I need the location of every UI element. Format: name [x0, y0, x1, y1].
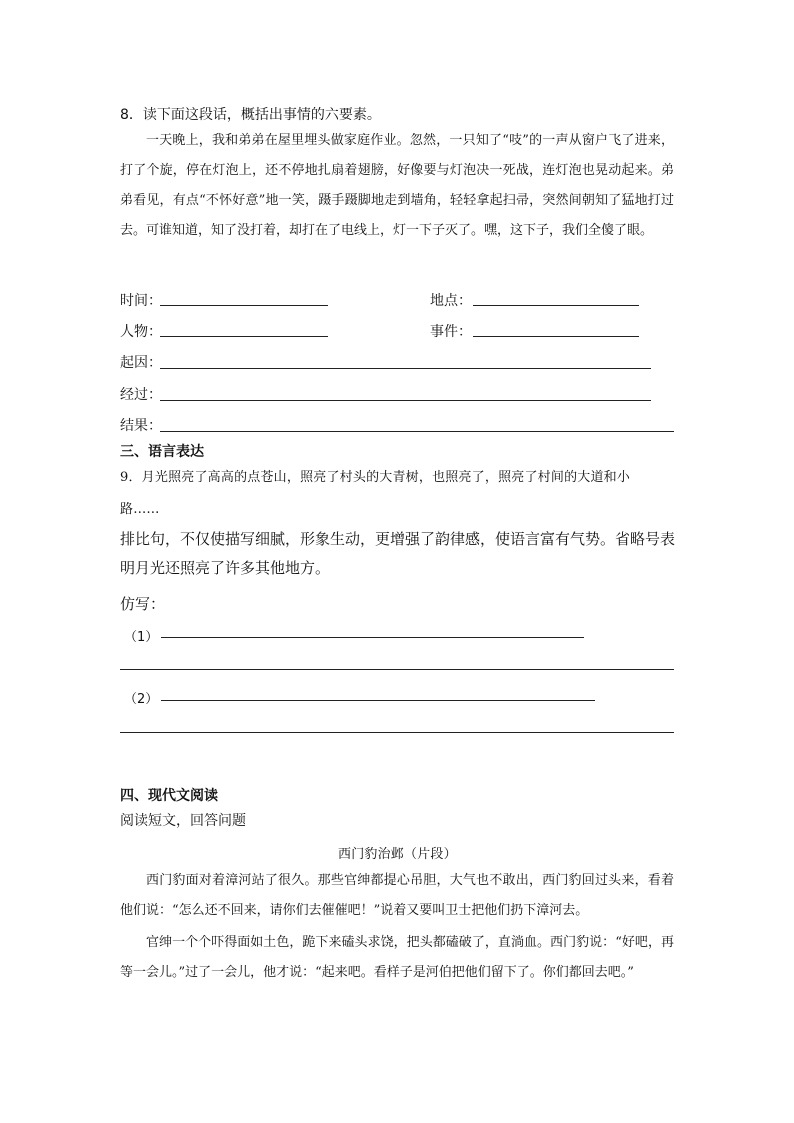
answer-line-process[interactable] — [160, 400, 651, 401]
analysis-text: 排比句，不仅使描写细腻，形象生动，更增强了韵律感，使语言富有气势。省略号表明月光还照亮了许多其他地方。 — [120, 530, 676, 577]
imitate-line-1b[interactable] — [120, 669, 674, 670]
item-1-label: （1） — [124, 630, 159, 645]
answer-line-event[interactable] — [473, 336, 639, 337]
question-9-line-2: 路…… — [120, 502, 160, 517]
imitate-label: 仿写： — [120, 595, 166, 613]
question-8-title: 8．读下面这段话，概括出事情的六要素。 — [120, 107, 381, 123]
label-place: 地点： — [430, 293, 472, 309]
answer-line-people[interactable] — [160, 336, 328, 337]
answer-line-result[interactable] — [160, 431, 674, 432]
section-3-heading: 三、语言表达 — [120, 444, 204, 460]
imitate-line-1a[interactable] — [161, 637, 584, 638]
imitate-line-2a[interactable] — [161, 700, 595, 701]
label-time: 时间： — [120, 293, 162, 309]
answer-line-time[interactable] — [160, 305, 328, 306]
article-title: 西门豹治邺（片段） — [338, 847, 457, 862]
label-people: 人物： — [120, 324, 162, 340]
article-paragraph-1: 西门豹面对着漳河站了很久。那些官绅都提心吊胆，大气也不敢出，西门豹回过头来，看着他们说：“怎么还不回来，请你们去催催吧！”说着又要叫卫士把他们扔下漳河去。 — [120, 873, 674, 918]
answer-line-cause[interactable] — [160, 368, 651, 369]
label-process: 经过： — [120, 387, 162, 403]
label-result: 结果： — [120, 418, 162, 434]
label-event: 事件： — [430, 324, 472, 340]
question-8-passage: 一天晚上，我和弟弟在屋里埋头做家庭作业。忽然，一只知了“吱”的一声从窗户飞了进来，打了个旋，停在灯泡上，还不停地扎扇着翅膀，好像要与灯泡决一死战，连灯泡也晃动起来。弟弟看见，有点“不怀好意”地一笑，蹑手蹑脚地走到墙角，轻轻拿起扫帚，突然间朝知了猛地打过去。可谁知道，知了没打着，却打在了电线上，灯一下子灭了。嘿，这下子，我们全傻了眼。 — [120, 133, 674, 238]
label-cause: 起因： — [120, 355, 162, 371]
section-4-heading: 四、现代文阅读 — [120, 788, 218, 804]
answer-line-place[interactable] — [473, 305, 639, 306]
article-paragraph-2: 官绅一个个吓得面如土色，跪下来磕头求饶，把头都磕破了，直淌血。西门豹说：“好吧，再等一会儿。”过了一会儿，他才说：“起来吧。看样子是河伯把他们留下了。你们都回去吧。” — [120, 935, 674, 980]
item-2-label: （2） — [124, 692, 159, 707]
imitate-line-2b[interactable] — [120, 732, 674, 733]
question-9-line-1: 9．月光照亮了高高的点苍山，照亮了村头的大青树，也照亮了，照亮了村间的大道和小 — [120, 470, 631, 485]
reading-instruction: 阅读短文，回答问题 — [120, 813, 246, 829]
